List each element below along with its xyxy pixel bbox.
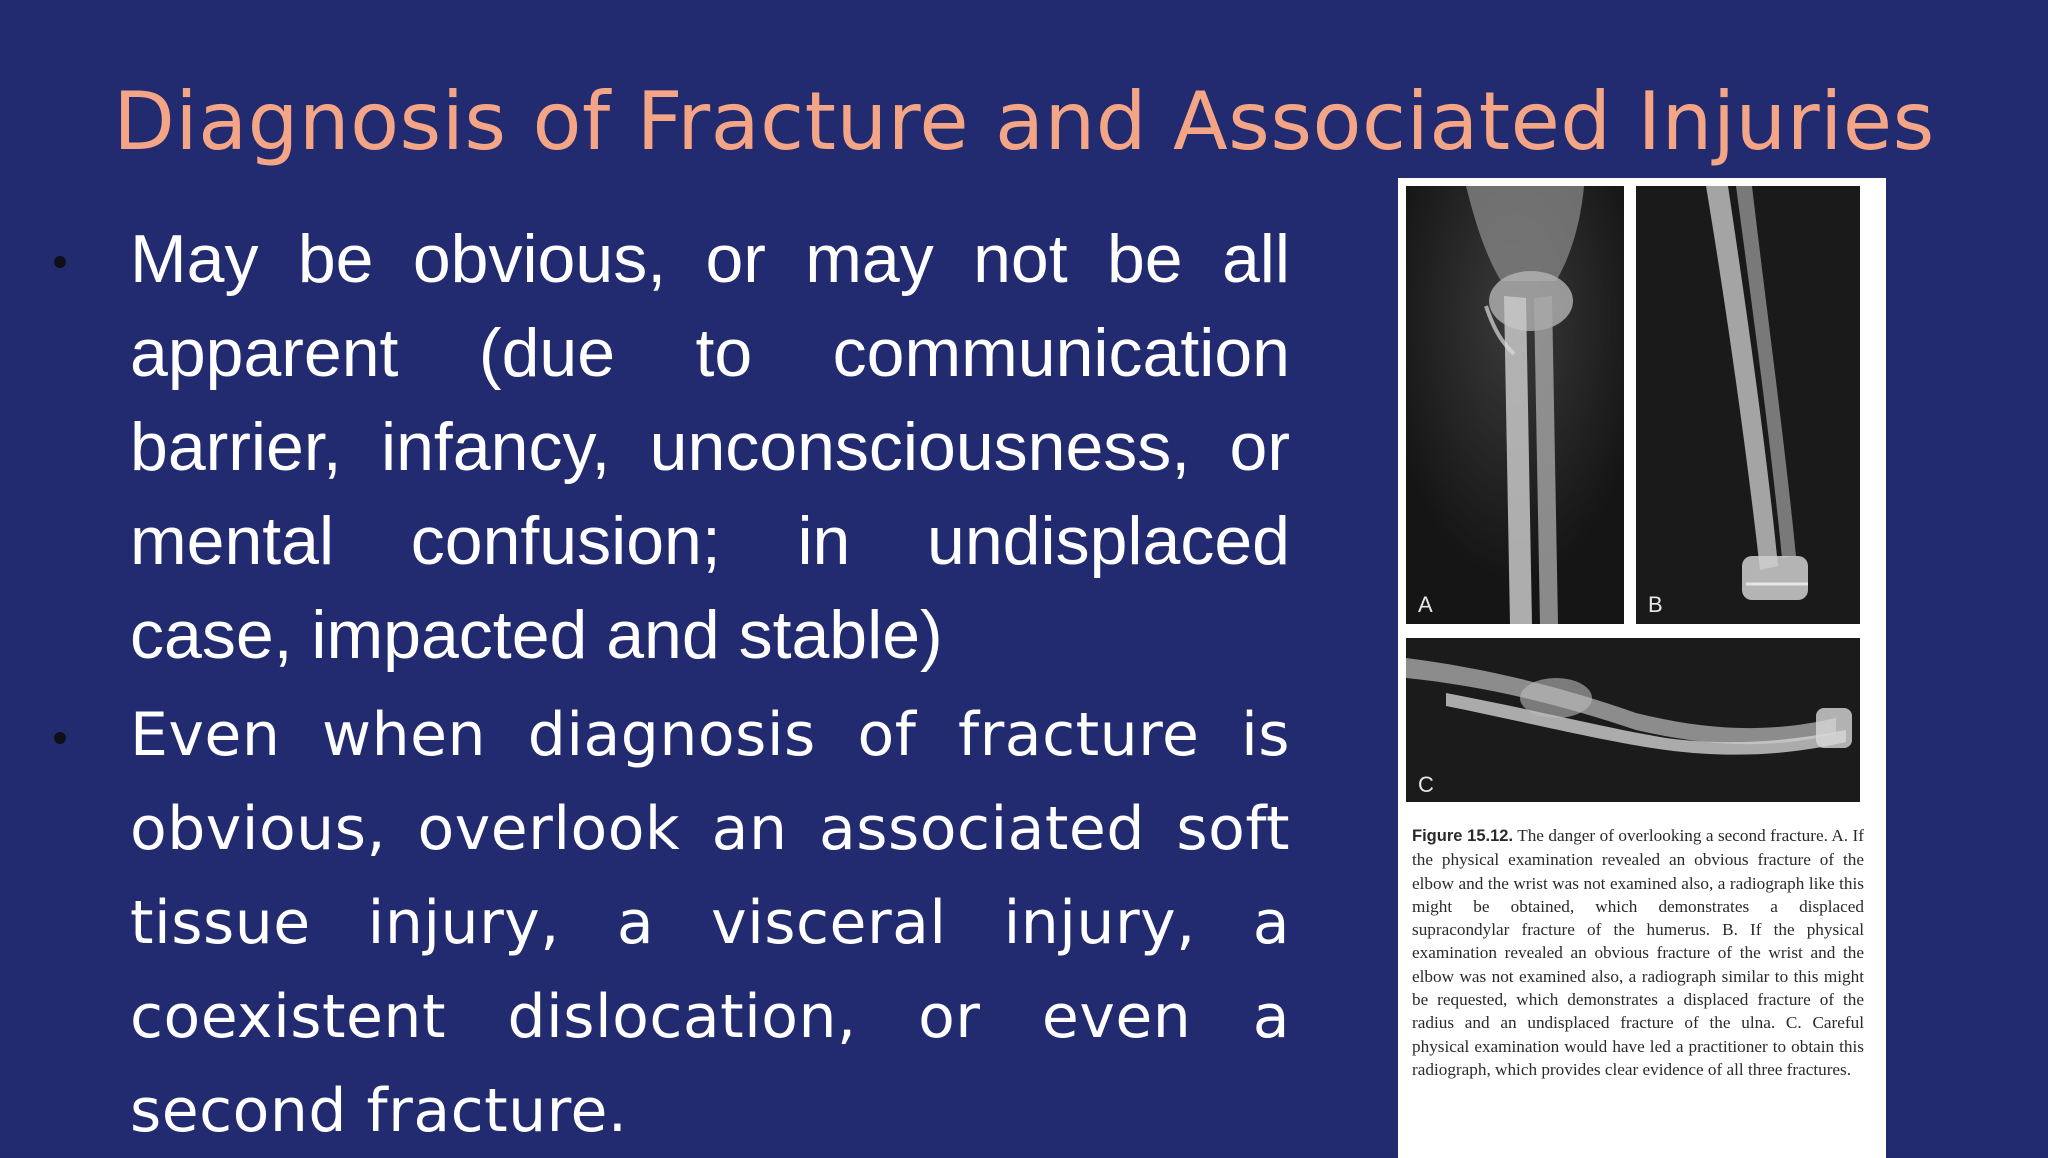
xray-elbow-graphic	[1406, 186, 1624, 624]
xray-full-arm-graphic	[1406, 638, 1860, 802]
slide-title: Diagnosis of Fracture and Associated Injuries	[113, 75, 1935, 168]
bullet-list	[40, 212, 1290, 1158]
xray-forearm-graphic	[1636, 186, 1860, 624]
xray-image-a	[1406, 186, 1624, 624]
xray-figure	[1398, 178, 1886, 1158]
bullet-item	[40, 688, 1290, 1158]
bullet-dot-icon	[54, 732, 66, 744]
bullet-text: May be obvious, or may not be all apparent (due to communication barrier, infancy, unconsciousness, or mental confusion; in undisplaced case, impacted and stable)	[130, 221, 1290, 673]
panel-label-c: C	[1418, 772, 1434, 797]
figure-caption	[1412, 824, 1864, 1081]
panel-label-b: B	[1648, 592, 1663, 617]
bullet-text: Even when diagnosis of fracture is obvious, overlook an associated soft tissue injury, a visceral injury, a coexistent dislocation, or even a second fracture.	[130, 700, 1290, 1146]
figure-caption-text: The danger of overlooking a second fracture. A. If the physical examination revealed an obvious fracture of the elbow and the wrist was not examined also, a radiograph like this might be obtained, which demonstrates a displaced supracondylar fracture of the humerus. B. If the physical examination revealed an obvious fracture of the wrist and the elbow was not examined also, a radiograph similar to this might be requested, which demonstrates a displaced fracture of the radius and an undisplaced fracture of the ulna. C. Careful physical examination would have led a practitioner to obtain this radiograph, which provides clear evidence of all three fractures.	[1412, 826, 1864, 1079]
panel-label-a: A	[1418, 592, 1433, 617]
bullet-dot-icon	[54, 256, 66, 268]
xray-image-c	[1406, 638, 1860, 802]
xray-image-b	[1636, 186, 1860, 624]
figure-caption-label: Figure 15.12.	[1412, 827, 1514, 845]
bullet-item	[40, 212, 1290, 682]
